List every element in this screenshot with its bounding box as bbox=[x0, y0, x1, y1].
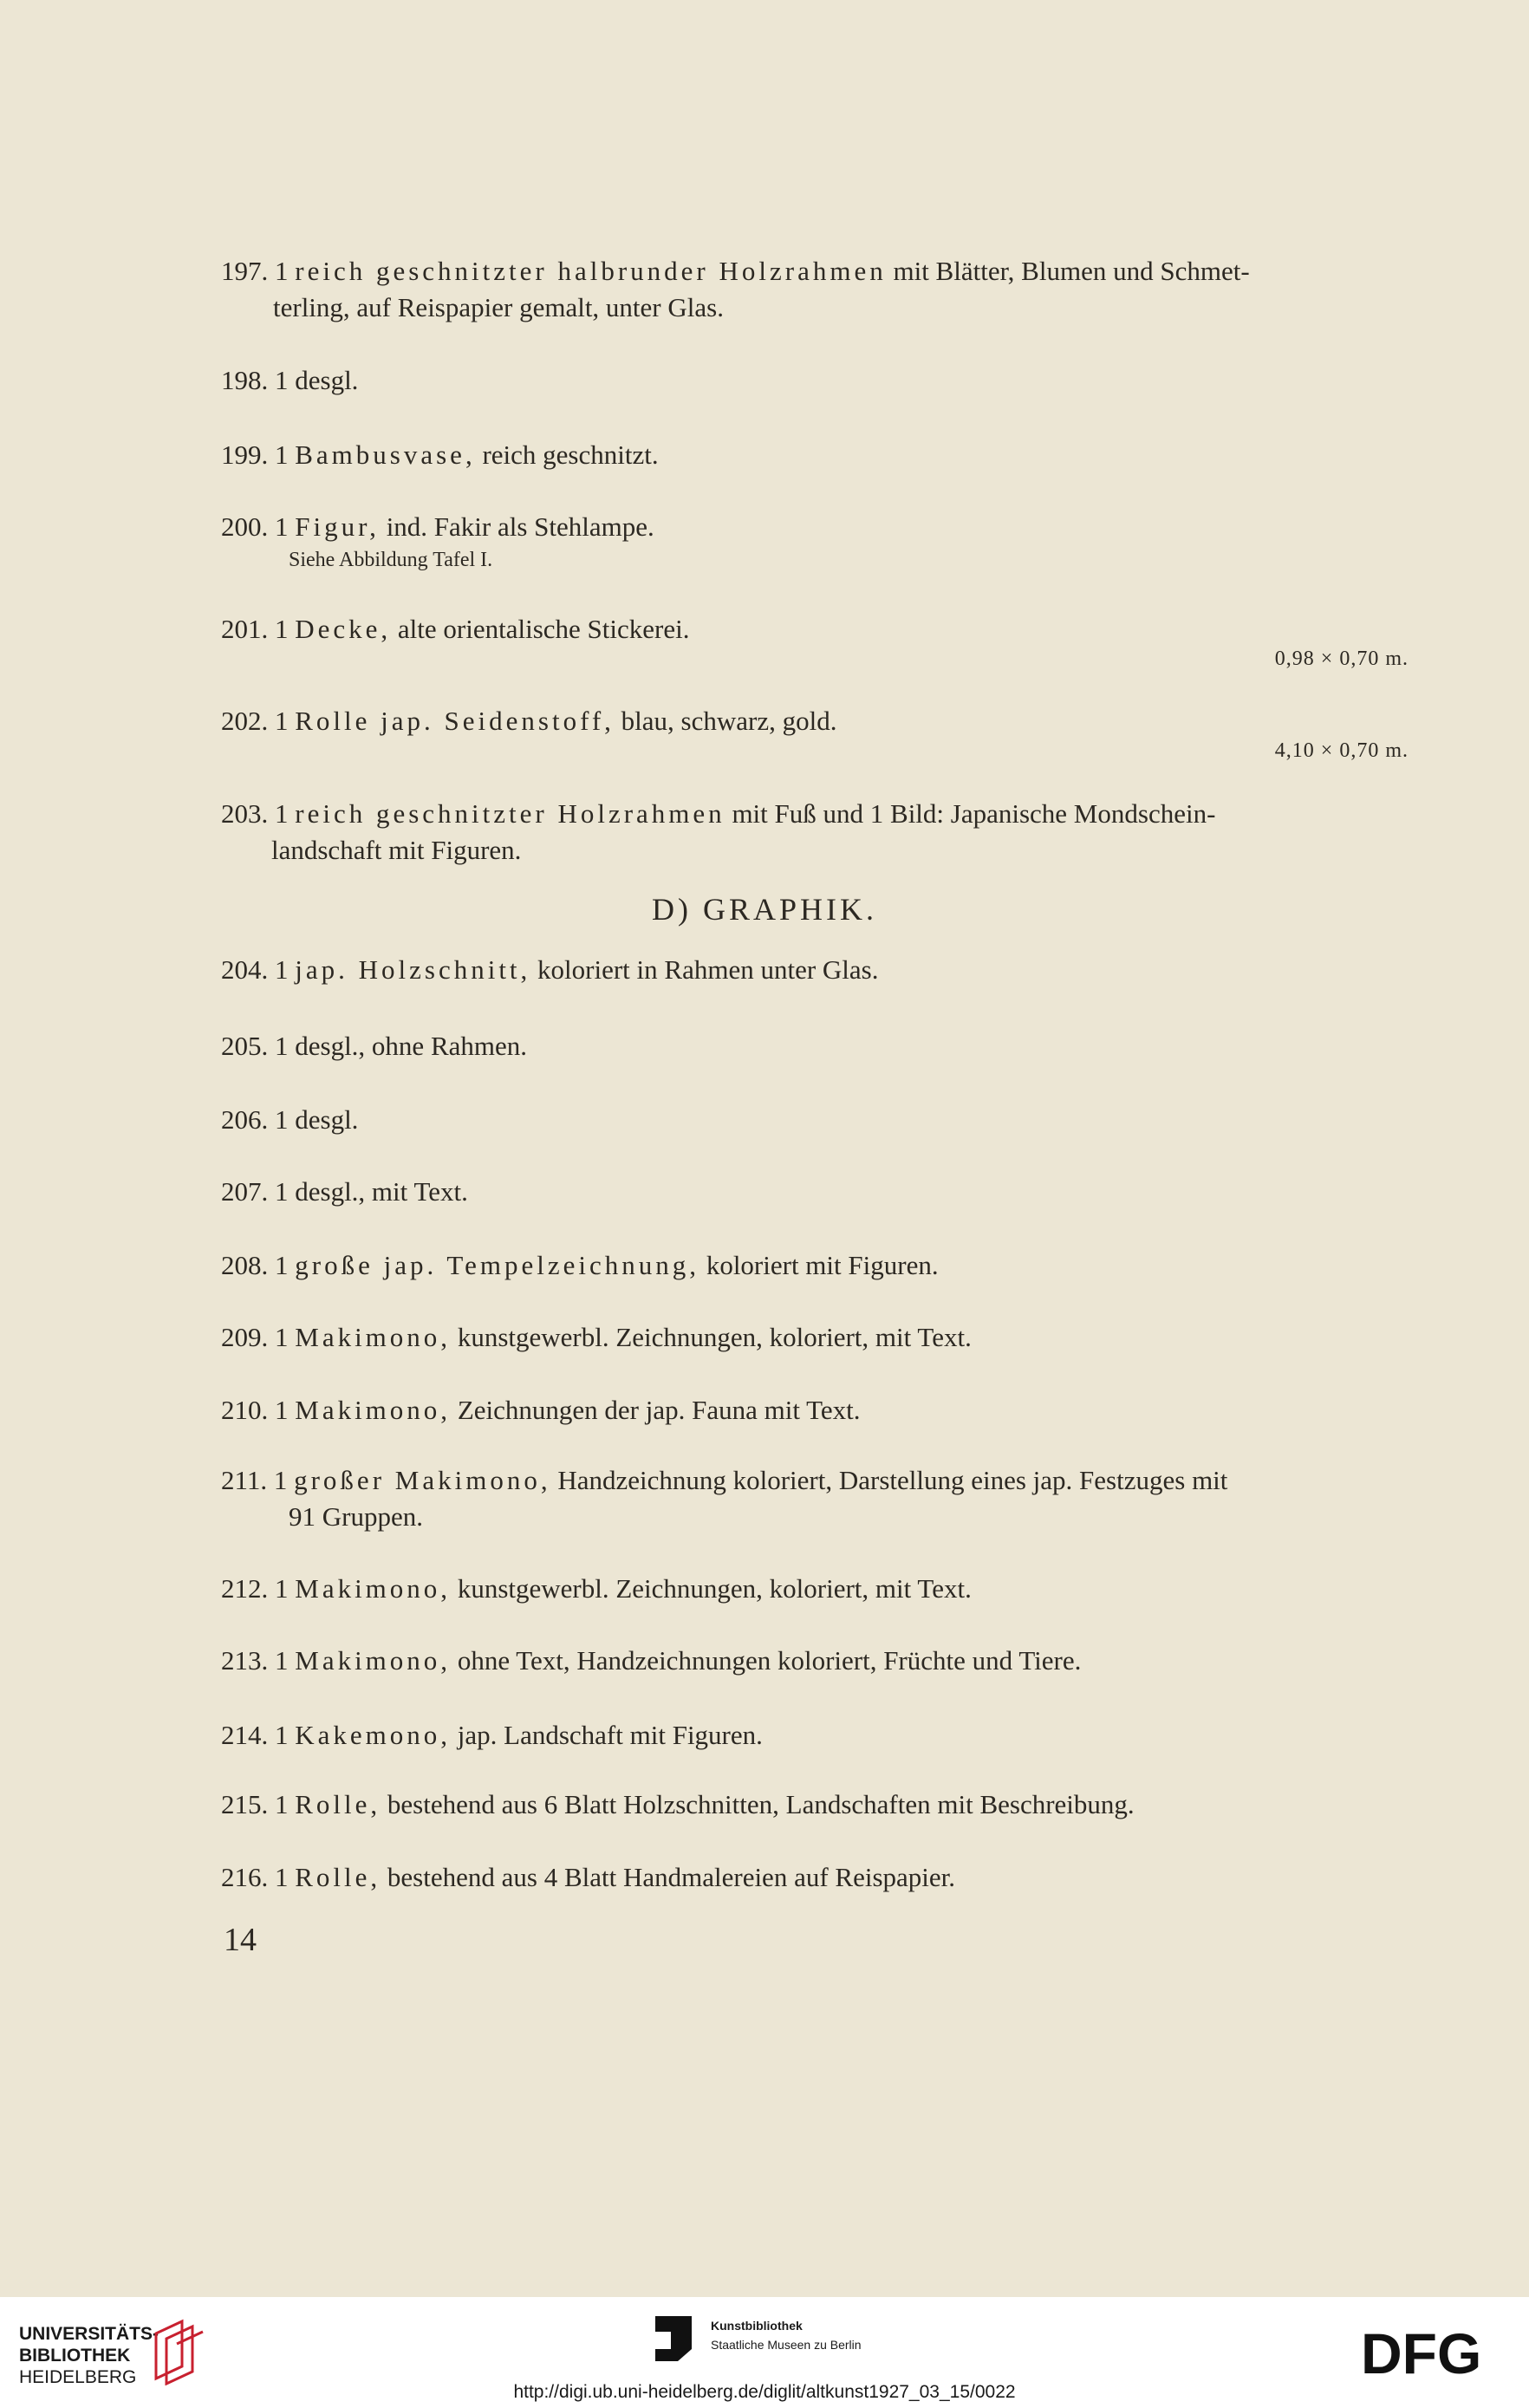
entry-quantity: 1 bbox=[275, 1789, 289, 1819]
entry-quantity: 1 bbox=[275, 954, 289, 985]
entry-number: 197. bbox=[221, 256, 269, 286]
entry-object: reich geschnitzter halbrunder Holzrahmen bbox=[295, 256, 887, 286]
entry-object: Rolle, bbox=[295, 1789, 381, 1819]
entry-number: 201. bbox=[221, 614, 269, 644]
entry-note: Siehe Abbildung Tafel I. bbox=[289, 549, 493, 571]
catalog-entry-216 bbox=[221, 1859, 1409, 1896]
entry-object: jap. Holzschnitt, bbox=[295, 954, 531, 985]
entry-object: Decke, bbox=[295, 614, 392, 644]
catalog-entry-215 bbox=[221, 1786, 1409, 1823]
entry-description: ohne Text, Handzeichnungen koloriert, Früchte und Tiere. bbox=[451, 1645, 1082, 1676]
entry-number: 216. bbox=[221, 1862, 269, 1892]
catalog-entry-212 bbox=[221, 1571, 1409, 1607]
entry-object: großer Makimono, bbox=[294, 1465, 551, 1495]
entry-object: Figur, bbox=[295, 511, 380, 542]
entry-description: desgl., mit Text. bbox=[295, 1176, 468, 1207]
entry-description: blau, schwarz, gold. bbox=[614, 706, 837, 736]
dfg-logo-icon[interactable] bbox=[1361, 2323, 1508, 2382]
entry-number: 205. bbox=[221, 1031, 269, 1061]
entry-quantity: 1 bbox=[275, 706, 289, 736]
entry-description: desgl. bbox=[295, 365, 359, 395]
entry-quantity: 1 bbox=[275, 1031, 289, 1061]
entry-object: Makimono, bbox=[295, 1573, 452, 1604]
catalog-entry-204 bbox=[221, 952, 1409, 988]
entry-number: 202. bbox=[221, 706, 269, 736]
entry-number: 213. bbox=[221, 1645, 269, 1676]
entry-quantity: 1 bbox=[275, 1573, 289, 1604]
entry-description: desgl. bbox=[295, 1104, 359, 1135]
entry-description: reich geschnitzt. bbox=[475, 439, 659, 470]
catalog-entry-203 bbox=[221, 796, 1409, 869]
catalog-entry-201 bbox=[221, 611, 1409, 670]
entry-quantity: 1 bbox=[275, 1645, 289, 1676]
ub-line-1: UNIVERSITÄTS- bbox=[19, 2324, 159, 2344]
kunstbibliothek-wordmark[interactable] bbox=[711, 2316, 862, 2354]
entry-measurement: 0,98 × 0,70 m. bbox=[1274, 648, 1409, 670]
entry-description: kunstgewerbl. Zeichnungen, koloriert, mit Text. bbox=[451, 1322, 972, 1352]
catalog-entry-209 bbox=[221, 1319, 1409, 1356]
entry-number: 212. bbox=[221, 1573, 269, 1604]
entry-description: Zeichnungen der jap. Fauna mit Text. bbox=[451, 1395, 861, 1425]
entry-object: Makimono, bbox=[295, 1395, 452, 1425]
ub-heidelberg-wordmark[interactable] bbox=[19, 2323, 159, 2388]
entry-number: 215. bbox=[221, 1789, 269, 1819]
entry-quantity: 1 bbox=[275, 1395, 289, 1425]
entry-object: Makimono, bbox=[295, 1645, 452, 1676]
kb-line-2: Staatliche Museen zu Berlin bbox=[711, 2338, 862, 2352]
ub-heidelberg-logo-icon[interactable] bbox=[147, 2316, 208, 2385]
entry-number: 200. bbox=[221, 511, 269, 542]
catalog-entry-207 bbox=[221, 1174, 1409, 1210]
entry-quantity: 1 bbox=[275, 798, 289, 829]
catalog-entry-213 bbox=[221, 1643, 1409, 1679]
entry-number: 214. bbox=[221, 1720, 269, 1750]
entry-description: ind. Fakir als Stehlampe. bbox=[379, 511, 654, 542]
entry-object: reich geschnitzter Holzrahmen bbox=[295, 798, 725, 829]
entry-number: 203. bbox=[221, 798, 269, 829]
catalog-entry-211 bbox=[221, 1462, 1409, 1535]
entry-quantity: 1 bbox=[275, 1104, 289, 1135]
digitization-footer bbox=[0, 2297, 1529, 2408]
entry-quantity: 1 bbox=[275, 1720, 289, 1750]
entry-object: Makimono, bbox=[295, 1322, 452, 1352]
entry-number: 198. bbox=[221, 365, 269, 395]
entry-description: kunstgewerbl. Zeichnungen, koloriert, mit Text. bbox=[451, 1573, 972, 1604]
entry-quantity: 1 bbox=[273, 1465, 288, 1495]
catalog-entry-208 bbox=[221, 1247, 1409, 1284]
page-url[interactable]: http://digi.ub.uni-heidelberg.de/diglit/altkunst1927_03_15/0022 bbox=[513, 2382, 1016, 2402]
entry-object: Kakemono, bbox=[295, 1720, 452, 1750]
entry-number: 199. bbox=[221, 439, 269, 470]
entry-quantity: 1 bbox=[275, 614, 289, 644]
catalog-entry-210 bbox=[221, 1392, 1409, 1429]
entry-number: 209. bbox=[221, 1322, 269, 1352]
entry-continuation: 91 Gruppen. bbox=[289, 1501, 423, 1532]
entry-quantity: 1 bbox=[275, 1322, 289, 1352]
entry-quantity: 1 bbox=[275, 1176, 289, 1207]
kb-line-1: Kunstbibliothek bbox=[711, 2319, 803, 2333]
catalog-entry-197 bbox=[221, 253, 1409, 326]
entry-object: große jap. Tempelzeichnung, bbox=[295, 1250, 700, 1280]
entry-description: bestehend aus 4 Blatt Handmalereien auf Reispapier. bbox=[381, 1862, 956, 1892]
ub-line-2: BIBLIOTHEK bbox=[19, 2346, 131, 2366]
catalog-entry-202 bbox=[221, 703, 1409, 762]
entry-description: koloriert in Rahmen unter Glas. bbox=[530, 954, 879, 985]
catalog-entry-199 bbox=[221, 437, 1409, 473]
entry-measurement: 4,10 × 0,70 m. bbox=[1274, 739, 1409, 762]
entry-description: mit Blätter, Blumen und Schmet- bbox=[886, 256, 1250, 286]
entry-description: jap. Landschaft mit Figuren. bbox=[451, 1720, 763, 1750]
catalog-entry-205 bbox=[221, 1028, 1409, 1064]
dfg-logo-text: DFG bbox=[1361, 2323, 1482, 2382]
entry-quantity: 1 bbox=[275, 365, 289, 395]
kunstbibliothek-logo-icon[interactable] bbox=[652, 2314, 695, 2363]
catalog-entry-198 bbox=[221, 362, 1409, 399]
entry-number: 208. bbox=[221, 1250, 269, 1280]
entry-description: bestehend aus 6 Blatt Holzschnitten, Landschaften mit Beschreibung. bbox=[381, 1789, 1135, 1819]
entry-object: Rolle jap. Seidenstoff, bbox=[295, 706, 615, 736]
entry-quantity: 1 bbox=[275, 1862, 289, 1892]
entry-number: 210. bbox=[221, 1395, 269, 1425]
entry-number: 204. bbox=[221, 954, 269, 985]
catalog-entry-200 bbox=[221, 509, 1409, 575]
entry-quantity: 1 bbox=[275, 1250, 289, 1280]
entry-continuation: landschaft mit Figuren. bbox=[271, 835, 522, 865]
entry-quantity: 1 bbox=[275, 439, 289, 470]
ub-line-3: HEIDELBERG bbox=[19, 2367, 137, 2387]
catalog-entry-206 bbox=[221, 1102, 1409, 1138]
entry-object: Rolle, bbox=[295, 1862, 381, 1892]
entry-number: 206. bbox=[221, 1104, 269, 1135]
catalog-entry-214 bbox=[221, 1717, 1409, 1754]
entry-quantity: 1 bbox=[275, 511, 289, 542]
page-number: 14 bbox=[224, 1922, 257, 1958]
entry-description: koloriert mit Figuren. bbox=[699, 1250, 939, 1280]
entry-description: mit Fuß und 1 Bild: Japanische Mondschein- bbox=[725, 798, 1216, 829]
entry-object: Bambusvase, bbox=[295, 439, 476, 470]
entry-continuation: terling, auf Reispapier gemalt, unter Glas. bbox=[273, 292, 724, 322]
entry-number: 207. bbox=[221, 1176, 269, 1207]
section-heading: D) GRAPHIK. bbox=[652, 892, 877, 927]
entry-description: Handzeichnung koloriert, Darstellung eines jap. Festzuges mit bbox=[550, 1465, 1228, 1495]
entry-description: desgl., ohne Rahmen. bbox=[295, 1031, 528, 1061]
entry-description: alte orientalische Stickerei. bbox=[391, 614, 690, 644]
entry-quantity: 1 bbox=[275, 256, 289, 286]
entry-number: 211. bbox=[221, 1465, 268, 1495]
